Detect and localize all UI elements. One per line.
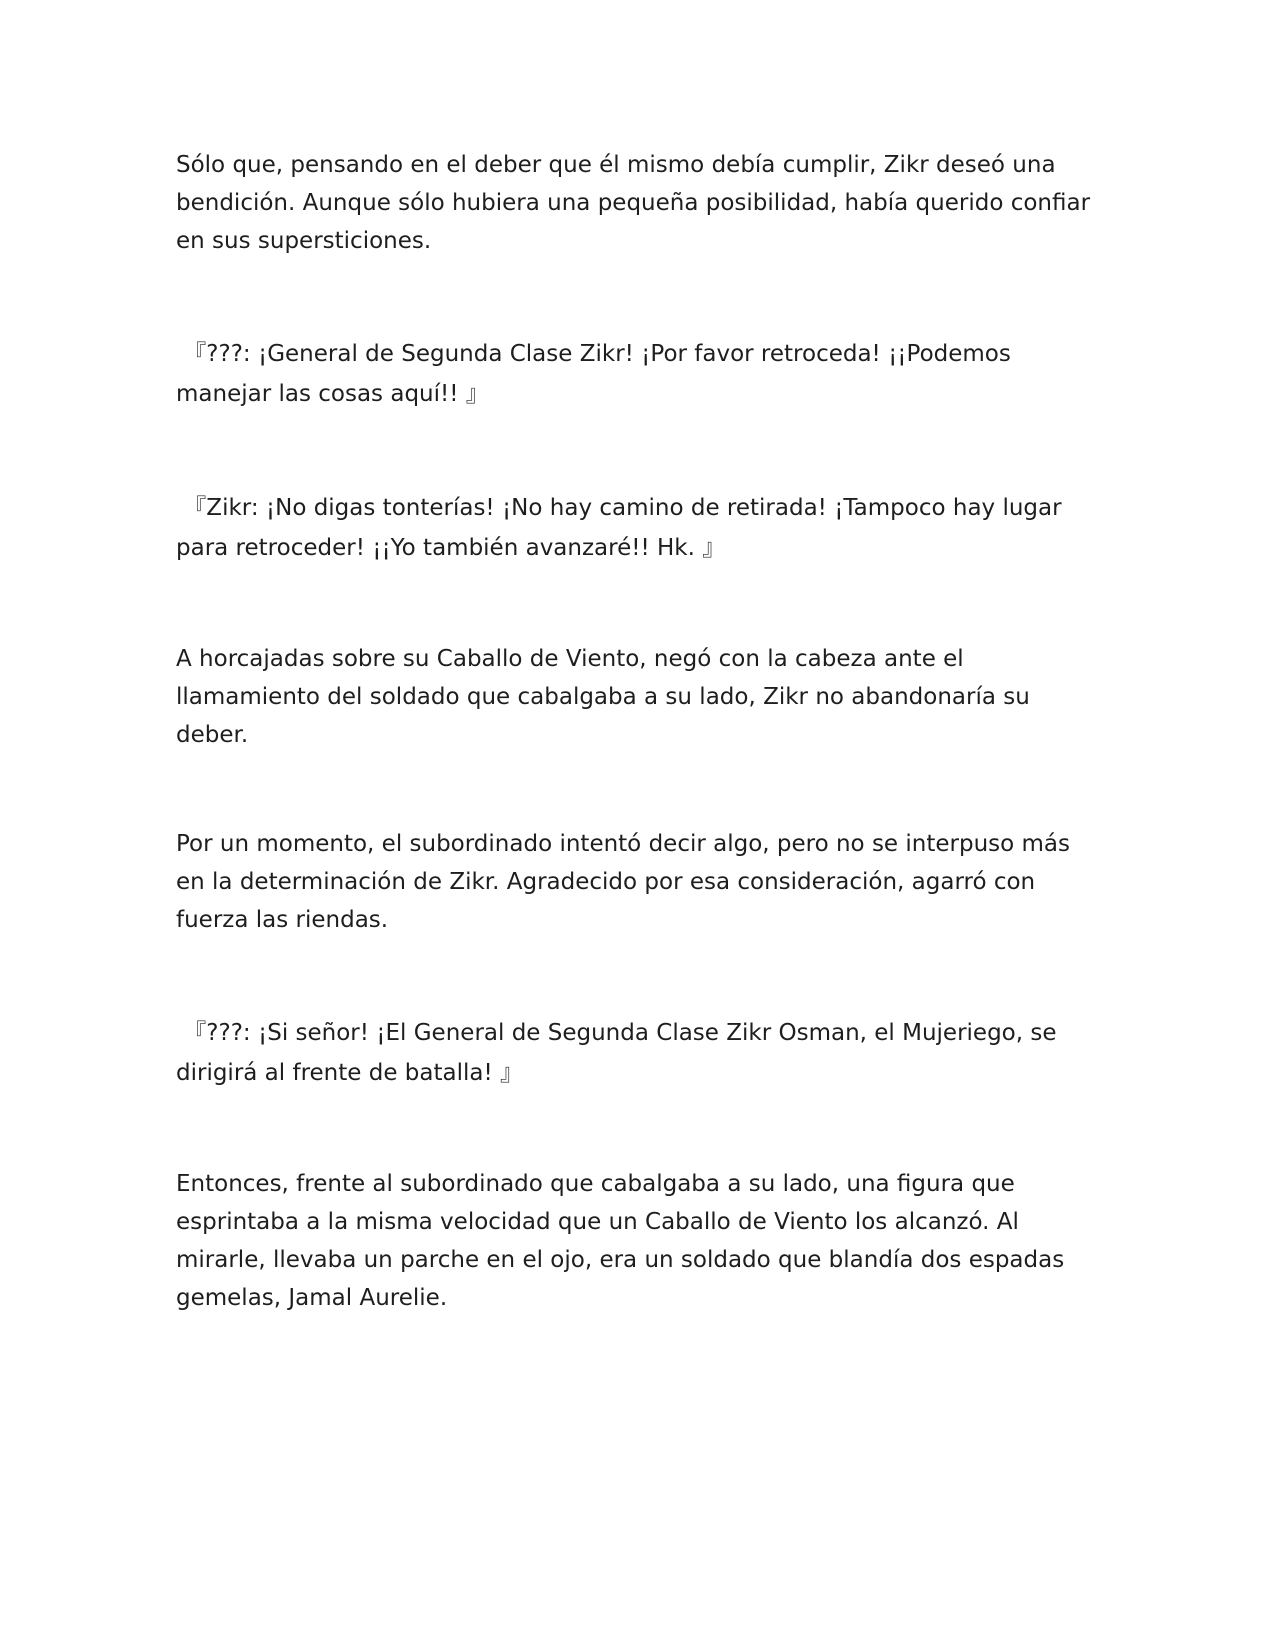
paragraph-dialogue: 『Zikr: ¡No digas tonterías! ¡No hay camino de retirada! ¡Tampoco hay lugar para retroceder! ¡¡Yo también avanzaré!! Hk. 』 xyxy=(176,495,1062,561)
paragraph-narration: A horcajadas sobre su Caballo de Viento, negó con la cabeza ante el llamamiento del soldado que cabalgaba a su lado, Zikr no abandonaría su deber. xyxy=(176,646,1030,748)
paragraph-narration: Sólo que, pensando en el deber que él mismo debía cumplir, Zikr deseó una bendición. Aunque sólo hubiera una pequeña posibilidad, había querido confiar en sus supersticiones. xyxy=(176,152,1091,254)
paragraph-dialogue: 『???: ¡General de Segunda Clase Zikr! ¡Por favor retroceda! ¡¡Podemos manejar las cosas aquí!! 』 xyxy=(176,341,1011,407)
paragraph-dialogue: 『???: ¡Si señor! ¡El General de Segunda Clase Zikr Osman, el Mujeriego, se dirigirá al frente de batalla! 』 xyxy=(176,1020,1057,1086)
paragraph-narration: Entonces, frente al subordinado que cabalgaba a su lado, una figura que esprintaba a la misma velocidad que un Caballo de Viento los alcanzó. Al mirarle, llevaba un parche en el ojo, era un soldado que blandía dos espadas gemelas, Jamal Aurelie. xyxy=(176,1171,1065,1311)
paragraph-narration: Por un momento, el subordinado intentó decir algo, pero no se interpuso más en la determinación de Zikr. Agradecido por esa consideración, agarró con fuerza las riendas. xyxy=(176,831,1071,933)
